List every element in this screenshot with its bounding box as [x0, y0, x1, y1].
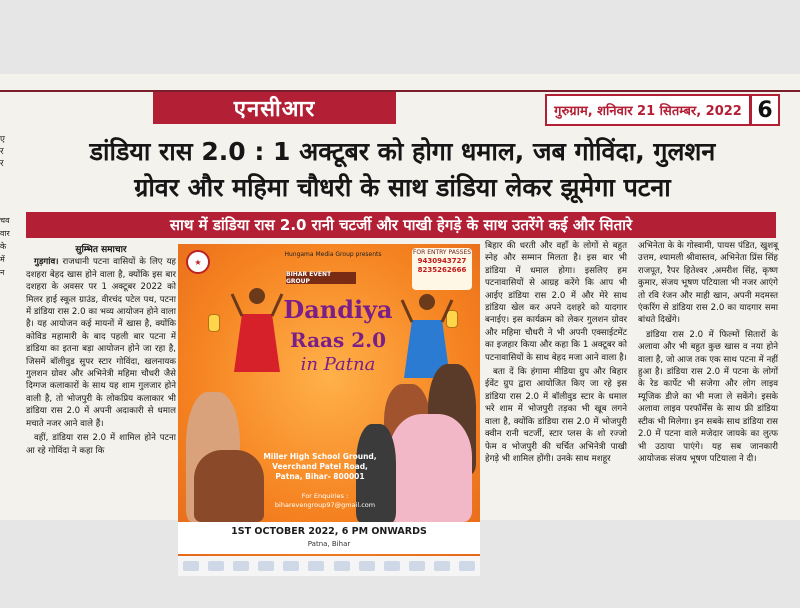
poster-place: Patna, Bihar: [178, 540, 480, 554]
headline-line-1: डांडिया रास 2.0 : 1 अक्टूबर को होगा धमाल, जब गोविंदा, गुलशन: [89, 137, 716, 166]
venue-line: Patna, Bihar- 800001: [275, 472, 365, 481]
paragraph: [26, 256, 176, 430]
dateline: गुरुग्राम, शनिवार 21 सितम्बर, 2022: [545, 94, 751, 126]
celebrity-photo-govinda: [388, 414, 472, 522]
headline-line-2: ग्रोवर और महिमा चौधरी के साथ डांडिया लेकर झूमेगा पटना: [134, 173, 671, 202]
fragment-text: वार: [0, 229, 10, 238]
top-rule: [0, 90, 800, 92]
organizer-logo-icon: ★: [186, 250, 210, 274]
venue-line: Miller High School Ground,: [263, 452, 377, 461]
sponsor-logo-icon: [459, 561, 475, 571]
paragraph: अभिनेता के के गोस्वामी, पायस पंडित, खुशबू उत्तम, श्यामली श्रीवास्तव, अभिनेता प्रिंस सिंह राजपूत, रैपर हितेश्वर ,अमरीश सिंह, कृष्ण कुमार, संजय भूषण पटियाला भी नजर आएंगे तो रवि रंजन और माही खान, अपनी मदमस्त एंकरिंग से डांडिया रास 2.0 का यादगार समा बांधते दिखेंगे।: [638, 241, 778, 326]
fragment-text: चव: [0, 216, 10, 225]
sponsor-logo-icon: [308, 561, 324, 571]
poster-date-time: 1ST OCTOBER 2022, 6 PM ONWARDS: [178, 522, 480, 540]
fragment-text: ए: [0, 135, 5, 145]
fragment-text: न: [0, 268, 5, 277]
sponsor-strip: [178, 556, 480, 576]
sponsor-logo-icon: [359, 561, 375, 571]
paragraph-text: राजधानी पटना वासियों के लिए यह दशहरा बेहद खास होने वाला है, क्योंकि इस बार दशहरा के अवसर पर 1 अक्टूबर 2022 को मिलर हाई स्कूल ग्राउंड, वीरचंद पटेल पथ, पटना में डांडिया रास 2.0 का भव्य आयोजन होने वाला है। यह आयोजन कई मायनों में खास है, क्योंकि कोविड महामारी के बाद पहली बार पटना में डांडिया का इतना बड़ा आयोजन होने जा रहा है, जिसमें बॉलीवुड सुपर स्टार गोविंदा, खलनायक गुलशन ग्रोवर और अभिनेत्री महिमा चौधरी जैसे दिग्गज कलाकारों के साथ यह शाम गुलजार होने वाली है, तो भोजपुरी के लोकप्रिय कलाकार भी डांडिया रास 2.0 में अपनी अदाकारी से धमाल मचाते नजर आने वाले हैं।: [26, 257, 176, 429]
venue-line: Veerchand Patel Road,: [272, 462, 368, 471]
article-column-3: [485, 240, 627, 467]
subheadline: साथ में डांडिया रास 2.0 रानी चटर्जी और पाखी हेगड़े के साथ उतरेंगे कई और सितारे: [26, 212, 776, 238]
sponsor-logo-icon: [183, 561, 199, 571]
poster-enquiries: [260, 492, 390, 510]
poster-venue: [260, 452, 380, 482]
headline: [30, 134, 775, 206]
poster-title-line-3: in Patna: [300, 354, 376, 375]
fragment-text: के: [0, 242, 7, 251]
fragment-text: में: [0, 255, 5, 264]
article-column-1: [26, 244, 176, 459]
enquiries-label: For Enquiries :: [301, 492, 349, 500]
fragment-text: र: [0, 147, 4, 157]
sponsor-logo-icon: [334, 561, 350, 571]
adjacent-column-fragment: [0, 134, 12, 170]
paragraph: डांडिया रास 2.0 में फिल्मों सितारों के अलावा और भी बहुत कुछ खास व नया होने वाला है, जो आज तक एक साथ पटना में नहीं हुआ है। डांडिया रास 2.0 में पटना के लोगों के रेड कार्पेट भी सजेगा और लोग लाइव म्यूजिक डीजे का भी मजा ले सकेंगे। इसके अलावा लाइव परफॉर्मेंस के साथ फ्री डांडिया स्टीक भी मिलेगा। इन सबके साथ डांडिया रास 2.0 में पटना वाले मजेदार जायके का लुत्फ भी उठाया पाएंगे। यह सब जानकारी आयोजक संजय भूषण पटियाला ने दी।: [638, 329, 778, 464]
dancer-illustration-icon: [232, 284, 282, 374]
sponsor-logo-icon: [258, 561, 274, 571]
celebrity-photo: [194, 450, 264, 522]
poster-title-line-1: Dandiya: [283, 295, 393, 324]
poster-title-line-2: Raas 2.0: [289, 328, 386, 352]
contact-phone-2: 8235262666: [417, 266, 467, 274]
sponsor-logo-icon: [283, 561, 299, 571]
sponsor-logo-icon: [208, 561, 224, 571]
newspaper-page: [0, 74, 800, 548]
poster-group-name: BIHAR EVENT GROUP: [286, 272, 356, 284]
contact-phone-1: 9430943727: [417, 257, 467, 265]
article-column-4: [638, 240, 778, 467]
poster-contact-box: [412, 248, 472, 290]
section-title: एनसीआर: [153, 92, 396, 124]
lantern-icon: [208, 314, 220, 332]
paragraph: बता दें कि हंगामा मीडिया ग्रुप और बिहार ईवेंट ग्रुप द्वारा आयोजित किए जा रहे इस डांडिया रास 2.0 में बॉलीवुड स्टार के धमाल भरे शाम में भोजपुरी तड़का भी खूब लगने वाला है, क्योंकि डांडिया रास 2.0 में भोजपुरी क्वीन रानी चटर्जी, स्टार प्लस के शो रज्जो फेम व भोजपुरी की चर्चित अभिनेत्री पाखी हेगड़े भी शामिल होंगी। उनके साथ मशहूर: [485, 367, 627, 464]
paragraph: बिहार की धरती और वहाँ के लोगों से बहुत स्नेह और सम्मान मिलता है। इस बार भी डांडिया में धमाल होगा। इसलिए हम पटनावासियों से आग्रह करेंगे कि आप भी आईए डांडिया रास 2.0 में और मेरे साथ डांडिया खेल कर अपने दशहरे को यादगार बनाईए। इस कार्यक्रम को लेकर गुलशन ग्रोवर और महिमा चौधरी ने भी अपनी एक्साईटमेंट का इजहार किया और कहा कि 1 अक्टूबर को पटनावासियों के साथ बेहद मजा आने वाला है।: [485, 241, 627, 363]
poster-presents: Hungama Media Group presents: [284, 251, 382, 258]
enquiries-email: biharevengroup97@gmail.com: [274, 501, 376, 509]
sponsor-logo-icon: [409, 561, 425, 571]
contact-label: FOR ENTRY PASSES: [412, 249, 472, 256]
fragment-text: र: [0, 159, 4, 169]
sponsor-logo-icon: [233, 561, 249, 571]
paragraph: वहीं, डांडिया रास 2.0 में शामिल होने पटना आ रहे गोविंदा ने कहा कि: [26, 433, 176, 456]
sponsor-logo-icon: [384, 561, 400, 571]
event-poster: [178, 244, 480, 576]
dateline-city: गुड़गांव।: [34, 257, 59, 268]
adjacent-column-fragment-left: [0, 214, 14, 279]
page-number: 6: [750, 94, 780, 126]
sponsor-logo-icon: [434, 561, 450, 571]
byline: सुम्भित समाचार: [75, 245, 127, 255]
